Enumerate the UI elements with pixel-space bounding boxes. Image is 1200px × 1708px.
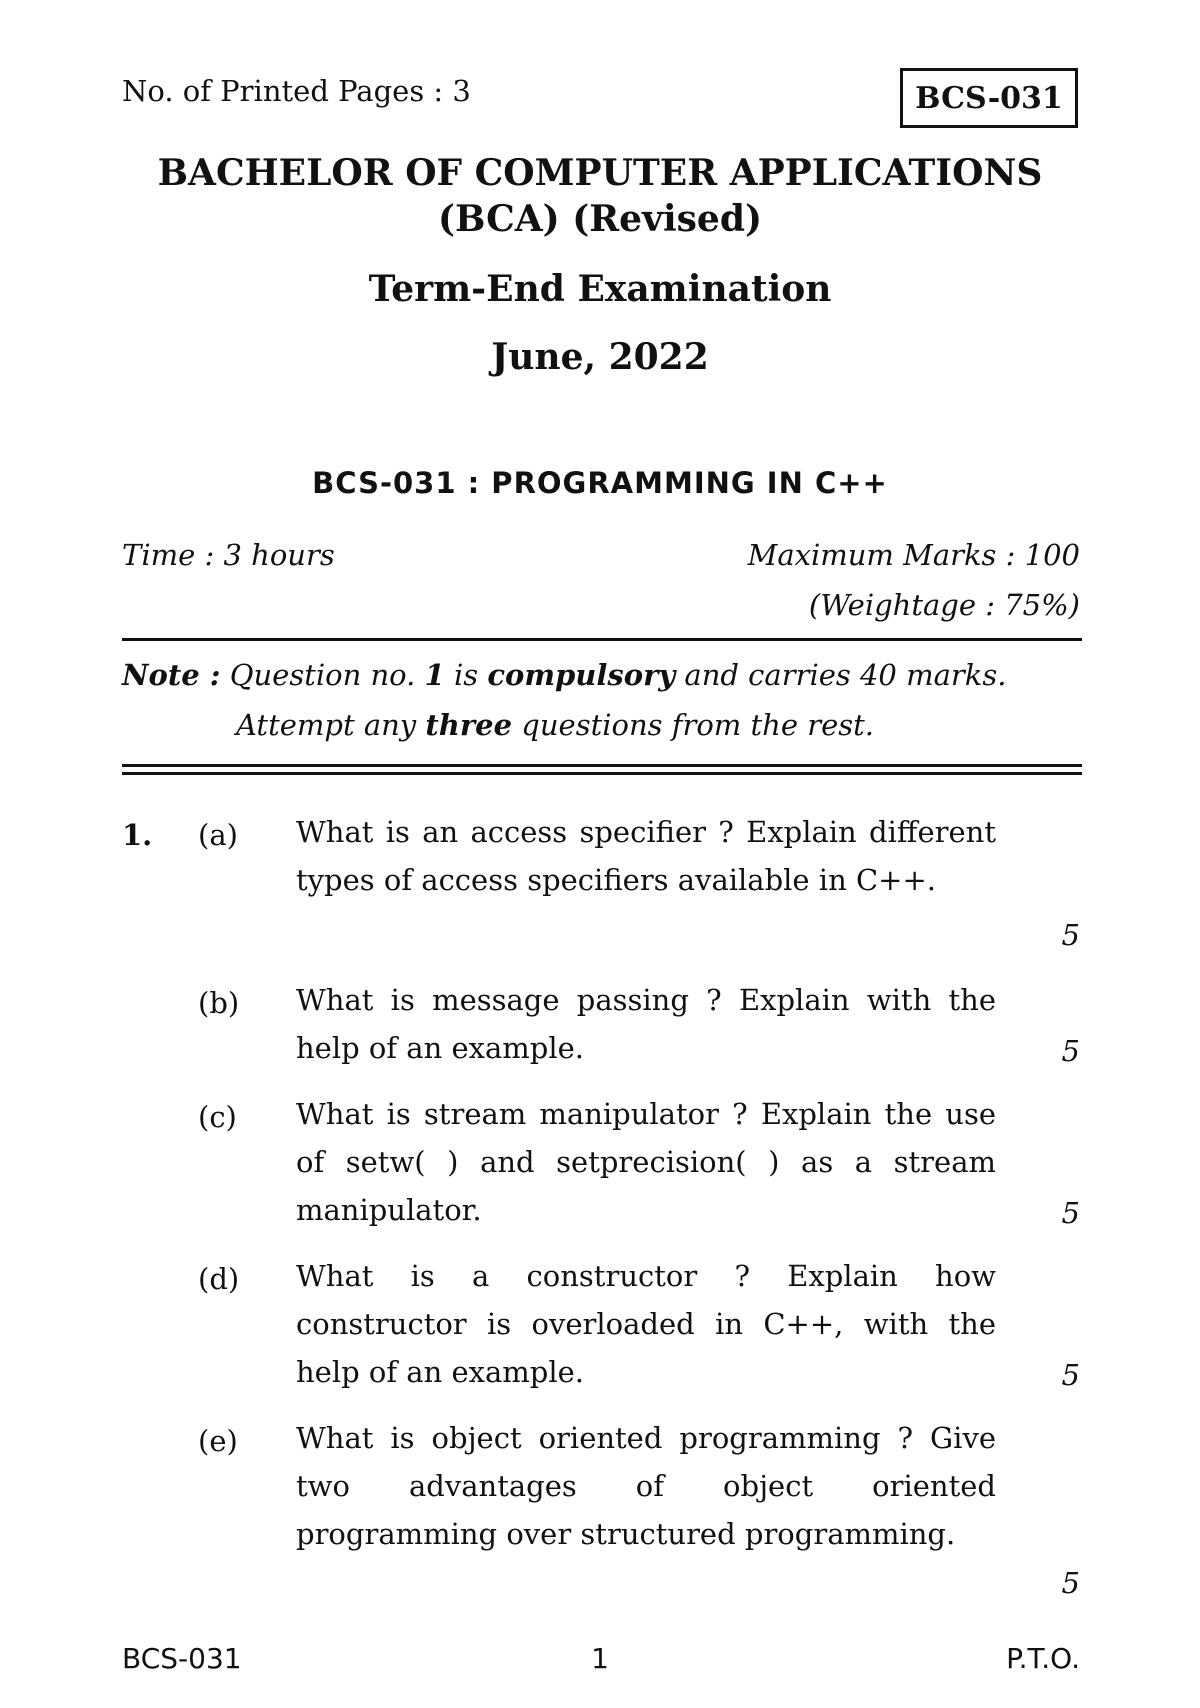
part-marks: 5 xyxy=(1061,918,1080,952)
footer-pto: P.T.O. xyxy=(1006,1642,1080,1675)
part-marks: 5 xyxy=(1061,1358,1080,1392)
note-question-number: 1 xyxy=(424,658,445,692)
divider-double-1 xyxy=(122,764,1082,767)
weightage: (Weightage : 75%) xyxy=(808,588,1080,622)
part-marks: 5 xyxy=(1061,1566,1080,1600)
exam-title: Term-End Examination xyxy=(368,268,832,310)
note-line-2 xyxy=(236,708,874,742)
subject-title: BCS-031 : PROGRAMMING IN C++ xyxy=(312,466,888,500)
programme-subtitle: (BCA) (Revised) xyxy=(437,198,763,240)
part-label: (e) xyxy=(198,1424,238,1458)
divider-double-2 xyxy=(122,772,1082,775)
note-text-1: Question no. xyxy=(220,658,425,692)
part-text: What is stream manipulator ? Explain the use of setw( ) and setprecision( ) as a stream manipulator. xyxy=(296,1097,996,1227)
note-label: Note : xyxy=(122,658,221,692)
note-compulsory: compulsory xyxy=(487,658,676,692)
part-marks: 5 xyxy=(1061,1196,1080,1230)
note-text-2: is xyxy=(444,658,488,692)
question-number: 1. xyxy=(122,818,153,852)
divider-top xyxy=(122,638,1082,641)
part-label: (a) xyxy=(198,818,238,852)
note-text-5: questions from the rest. xyxy=(512,708,875,742)
printed-pages: No. of Printed Pages : 3 xyxy=(122,74,471,108)
note-text-4: Attempt any xyxy=(236,708,426,742)
note-three: three xyxy=(425,708,513,742)
part-label: (b) xyxy=(198,986,240,1020)
time-allowed: Time : 3 hours xyxy=(122,538,335,572)
footer-paper-code: BCS-031 xyxy=(122,1642,242,1675)
part-text: What is message passing ? Explain with the help of an example. xyxy=(296,983,996,1065)
part-marks: 5 xyxy=(1061,1034,1080,1068)
maximum-marks: Maximum Marks : 100 xyxy=(747,538,1080,572)
paper-code-box: BCS-031 xyxy=(900,68,1078,128)
programme-title: BACHELOR OF COMPUTER APPLICATIONS xyxy=(157,152,1043,194)
part-text: What is a constructor ? Explain how constructor is overloaded in C++, with the help of an example. xyxy=(296,1259,996,1389)
footer-page-number: 1 xyxy=(591,1642,609,1675)
note-line-1 xyxy=(122,658,1082,692)
exam-session: June, 2022 xyxy=(491,336,709,378)
part-label: (d) xyxy=(198,1262,240,1296)
part-text: What is an access specifier ? Explain different types of access specifiers available in C++. xyxy=(296,815,996,897)
part-label: (c) xyxy=(198,1100,237,1134)
part-text: What is object oriented programming ? Give two advantages of object oriented programming over structured programming. xyxy=(296,1421,996,1551)
note-text-3: and carries 40 marks. xyxy=(675,658,1007,692)
